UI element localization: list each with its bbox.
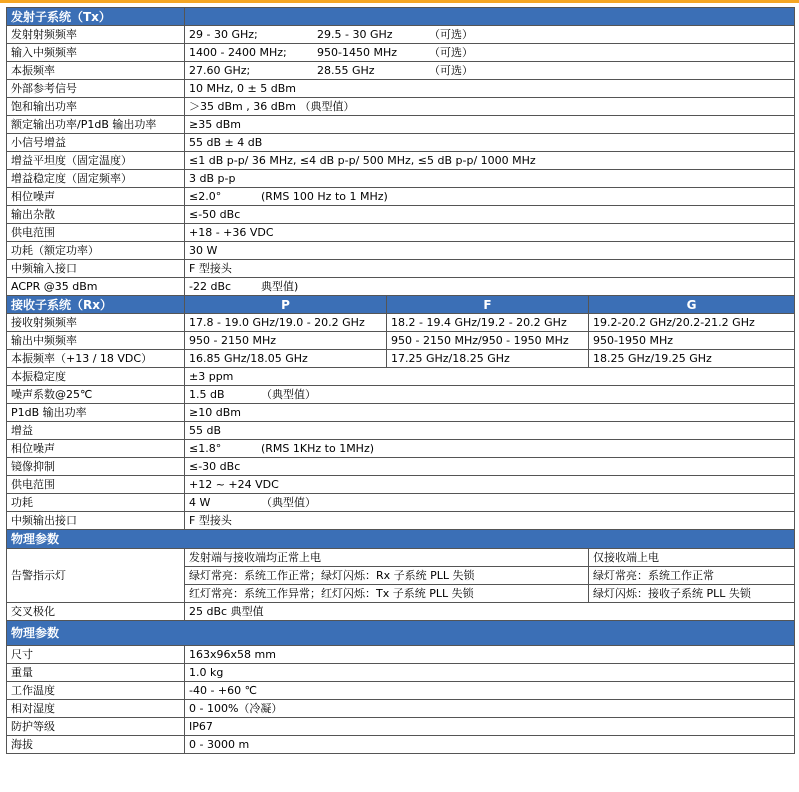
row-value: ≤2.0° (RMS 100 Hz to 1 MHz) <box>185 188 795 206</box>
row-label: 重量 <box>7 664 185 682</box>
table-row <box>7 350 795 368</box>
row-label: 增益 <box>7 422 185 440</box>
cell-f: 17.25 GHz/18.25 GHz <box>387 350 589 368</box>
table-row <box>7 170 795 188</box>
row-value: ≤-50 dBc <box>185 206 795 224</box>
cell-f: 950 - 2150 MHz/950 - 1950 MHz <box>387 332 589 350</box>
row-value: 1.0 kg <box>185 664 795 682</box>
table-row <box>7 458 795 476</box>
table-row <box>7 188 795 206</box>
table-row <box>7 700 795 718</box>
row-label: 饱和输出功率 <box>7 98 185 116</box>
row-label: 告警指示灯 <box>7 549 185 603</box>
row-label: 相位噪声 <box>7 188 185 206</box>
row-value: 0 - 3000 m <box>185 736 795 754</box>
row-label: 接收射频频率 <box>7 314 185 332</box>
row-label: 输出杂散 <box>7 206 185 224</box>
row-label: 相对湿度 <box>7 700 185 718</box>
row-value: 29 - 30 GHz; 29.5 - 30 GHz （可选） <box>185 26 795 44</box>
table-row <box>7 494 795 512</box>
table-row <box>7 278 795 296</box>
row-value: 1400 - 2400 MHz; 950-1450 MHz （可选） <box>185 44 795 62</box>
table-row <box>7 98 795 116</box>
row-value: IP67 <box>185 718 795 736</box>
table-row <box>7 62 795 80</box>
row-label: 功耗（额定功率） <box>7 242 185 260</box>
table-row <box>7 682 795 700</box>
alarm-right-2: 绿灯闪烁：接收子系统 PLL 失锁 <box>589 585 795 603</box>
top-accent-rule <box>0 0 799 3</box>
row-label: 发射射频频率 <box>7 26 185 44</box>
row-value: -40 - +60 ℃ <box>185 682 795 700</box>
row-value: ≥10 dBm <box>185 404 795 422</box>
row-label: 工作温度 <box>7 682 185 700</box>
row-label: 供电范围 <box>7 476 185 494</box>
row-value: 27.60 GHz; 28.55 GHz （可选） <box>185 62 795 80</box>
row-value: ±3 ppm <box>185 368 795 386</box>
row-label: 本振频率（+13 / 18 VDC） <box>7 350 185 368</box>
cell-g: 18.25 GHz/19.25 GHz <box>589 350 795 368</box>
row-value: 0 - 100%（冷凝） <box>185 700 795 718</box>
table-row <box>7 368 795 386</box>
table-row <box>7 476 795 494</box>
row-label: 功耗 <box>7 494 185 512</box>
table-row <box>7 152 795 170</box>
row-label: 本振频率 <box>7 62 185 80</box>
row-value: ≤1 dB p-p/ 36 MHz, ≤4 dB p-p/ 500 MHz, ≤5 dB p-p/ 1000 MHz <box>185 152 795 170</box>
row-value: 1.5 dB （典型值） <box>185 386 795 404</box>
table-row <box>7 664 795 682</box>
table-row <box>7 440 795 458</box>
row-value: 10 MHz, 0 ± 5 dBm <box>185 80 795 98</box>
row-label: 小信号增益 <box>7 134 185 152</box>
row-value: 55 dB <box>185 422 795 440</box>
row-label: 镜像抑制 <box>7 458 185 476</box>
row-value: +18 - +36 VDC <box>185 224 795 242</box>
table-row <box>7 646 795 664</box>
table-row <box>7 718 795 736</box>
row-label: P1dB 输出功率 <box>7 404 185 422</box>
table-row <box>7 44 795 62</box>
row-value: 25 dBc 典型值 <box>185 603 795 621</box>
table-row <box>7 80 795 98</box>
row-label: 中频输入接口 <box>7 260 185 278</box>
table-row <box>7 386 795 404</box>
alarm-head-left: 发射端与接收端均正常上电 <box>185 549 589 567</box>
row-value: 163x96x58 mm <box>185 646 795 664</box>
table-row <box>7 134 795 152</box>
row-label: ACPR @35 dBm <box>7 278 185 296</box>
row-label: 噪声系数@25℃ <box>7 386 185 404</box>
table-row <box>7 116 795 134</box>
rx-section-header <box>7 296 795 314</box>
row-value: 4 W （典型值） <box>185 494 795 512</box>
row-label: 交叉极化 <box>7 603 185 621</box>
alarm-left-2: 红灯常亮：系统工作异常；红灯闪烁：Tx 子系统 PLL 失锁 <box>185 585 589 603</box>
row-label: 额定输出功率/P1dB 输出功率 <box>7 116 185 134</box>
row-label: 供电范围 <box>7 224 185 242</box>
row-value: F 型接头 <box>185 260 795 278</box>
row-value: F 型接头 <box>185 512 795 530</box>
row-value: ≥35 dBm <box>185 116 795 134</box>
row-value: -22 dBc 典型值) <box>185 278 795 296</box>
table-row <box>7 736 795 754</box>
table-row <box>7 206 795 224</box>
row-value: ≤1.8° (RMS 1KHz to 1MHz) <box>185 440 795 458</box>
table-row <box>7 512 795 530</box>
section-title: 接收子系统（Rx） <box>7 296 185 314</box>
table-row <box>7 26 795 44</box>
table-row <box>7 422 795 440</box>
cell-p: 17.8 - 19.0 GHz/19.0 - 20.2 GHz <box>185 314 387 332</box>
cell-p: 950 - 2150 MHz <box>185 332 387 350</box>
row-label: 中频输出接口 <box>7 512 185 530</box>
cell-f: 18.2 - 19.4 GHz/19.2 - 20.2 GHz <box>387 314 589 332</box>
table-row <box>7 549 795 567</box>
section-title: 物理参数 <box>7 530 795 549</box>
phys2-section-header <box>7 621 795 646</box>
table-row <box>7 603 795 621</box>
row-label: 输入中频频率 <box>7 44 185 62</box>
cell-p: 16.85 GHz/18.05 GHz <box>185 350 387 368</box>
row-value: 3 dB p-p <box>185 170 795 188</box>
row-label: 相位噪声 <box>7 440 185 458</box>
row-label: 海拔 <box>7 736 185 754</box>
row-label: 增益稳定度（固定频率） <box>7 170 185 188</box>
row-label: 增益平坦度（固定温度） <box>7 152 185 170</box>
table-row <box>7 224 795 242</box>
spec-table <box>6 7 795 754</box>
row-value: +12 ~ +24 VDC <box>185 476 795 494</box>
cell-g: 19.2-20.2 GHz/20.2-21.2 GHz <box>589 314 795 332</box>
row-value: 30 W <box>185 242 795 260</box>
alarm-right-1: 绿灯常亮：系统工作正常 <box>589 567 795 585</box>
section-title: 发射子系统（Tx） <box>7 8 185 26</box>
table-row <box>7 332 795 350</box>
tx-section-header <box>7 8 795 26</box>
table-row <box>7 242 795 260</box>
phys1-section-header <box>7 530 795 549</box>
row-label: 外部参考信号 <box>7 80 185 98</box>
row-value: 55 dB ± 4 dB <box>185 134 795 152</box>
alarm-head-right: 仅接收端上电 <box>589 549 795 567</box>
rx-col-g: G <box>589 296 795 314</box>
cell-g: 950-1950 MHz <box>589 332 795 350</box>
row-label: 本振稳定度 <box>7 368 185 386</box>
alarm-left-1: 绿灯常亮：系统工作正常；绿灯闪烁：Rx 子系统 PLL 失锁 <box>185 567 589 585</box>
table-row <box>7 404 795 422</box>
section-title: 物理参数 <box>7 621 795 646</box>
table-row <box>7 314 795 332</box>
table-row <box>7 260 795 278</box>
row-label: 尺寸 <box>7 646 185 664</box>
row-label: 防护等级 <box>7 718 185 736</box>
rx-col-f: F <box>387 296 589 314</box>
row-label: 输出中频频率 <box>7 332 185 350</box>
row-value: ≤-30 dBc <box>185 458 795 476</box>
row-value: ＞35 dBm , 36 dBm （典型值） <box>185 98 795 116</box>
rx-col-p: P <box>185 296 387 314</box>
